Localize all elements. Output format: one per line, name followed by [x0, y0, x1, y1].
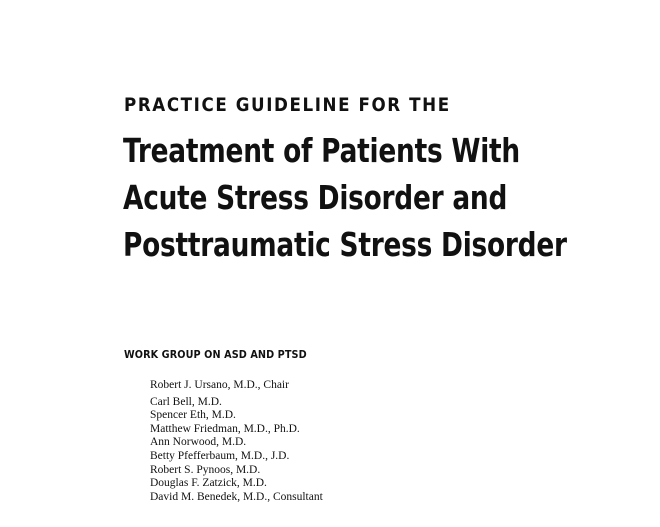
- member-item: Spencer Eth, M.D.: [150, 409, 236, 422]
- title-line-3: Posttraumatic Stress Disorder: [123, 225, 567, 264]
- member-item: Robert S. Pynoos, M.D.: [150, 463, 261, 476]
- work-group-member-list: [150, 379, 323, 504]
- member-item: Matthew Friedman, M.D., Ph.D.: [150, 422, 300, 435]
- member-item: David M. Benedek, M.D., Consultant: [150, 490, 323, 503]
- member-item: Robert J. Ursano, M.D., Chair: [150, 379, 289, 391]
- title-line-1: Treatment of Patients With: [123, 131, 520, 170]
- title-line-2: Acute Stress Disorder and: [123, 178, 508, 217]
- member-item: Betty Pfefferbaum, M.D., J.D.: [150, 449, 290, 462]
- work-group-heading: WORK GROUP ON ASD AND PTSD: [124, 348, 307, 361]
- member-item: Ann Norwood, M.D.: [150, 436, 247, 449]
- guideline-kicker: PRACTICE GUIDELINE FOR THE: [124, 94, 451, 116]
- member-item: Douglas F. Zatzick, M.D.: [150, 477, 267, 490]
- member-item: Carl Bell, M.D.: [150, 395, 222, 408]
